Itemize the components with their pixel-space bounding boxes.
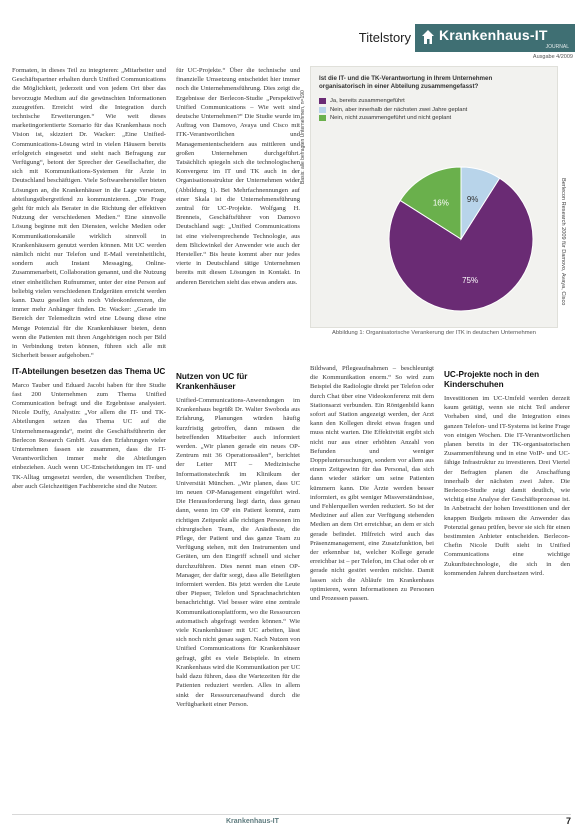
chart-question: Ist die IT- und die TK-Verantwortung in Ihrem Unternehmen organisatorisch in einer Abteilung zusammengefasst? — [319, 75, 493, 90]
col2-paragraph-2: Unified-Communications-Anwendungen im Krankenhaus begrüßt Dr. Walter Swoboda aus Erfahrung, Planungen würden häufig kurzfristig getroffen, dann müssen die betreffenden Mitarbeiter auch informiert werden. „Wir planen gerade ein neues OP-Zentrum mit 36 Operationssälen“, berichtet der Leiter MIT – Medizinische Informationstechnik im Klinikum der Universität München. „Wir planen, dass UC im neuen OP-Management eingeführt wird. Die Herausforderung liegt darin, dass genau dann, wenn im OP ein Patient kommt, zum richtigen Zeitpunkt alle richtigen Personen im chirurgischen Team, die Anästhesie, die Pflege, der Patient und das ganze Team zu Verfügung stehen, mit den Instrumenten und Geräten, um den Eingriff schnell und sicher durchzuführen. Dies nennt man einen OP-Manager, der dafür sorgt, dass alle Beteiligten informiert werden. Bis jetzt werden die Leute über Piepser, Telefon und Sprachnachrichten benachrichtigt. Viel besser wäre eine zentrale Kommunikationsplattform, wo die Ressourcen automatisch abgefragt werden können.“ Wie viele Krankenhäuser mit UC arbeiten, lässt sich noch nicht genau sagen. Nach Nutzen von Unified Communications für Krankenhäuser gefragt, gibt es viele Beispiele. In einem Krankenhaus wird die Kommunikation per UC bald dazu führen, dass die Wartezeiten für die Patienten reduziert werden. Alles in allem sinkt der Ressourcenaufwand durch die Verfügbarkeit einer Person. — [176, 397, 300, 708]
column-2-lower — [176, 366, 300, 709]
pie-data-label: 75% — [462, 275, 479, 285]
house-icon — [421, 29, 435, 45]
col1-paragraph-2: Marco Tauber und Eduard Jacobi haben für ihre Studie fast 200 Unternehmen zum Thema Unified Communication befragt und die Ergebnisse analysiert. Nicole Duffy, Analystin: „Vor allem die IT- und TK-Abteilungen setzen das Thema UC auf die Unternehmensagenda“, meint die Geschäftsführerin der Berlecon Research GmbH. Aus den Erfahrungen vieler Unternehmen fassen sie zusammen, dass die IT-Verantwortlichen immer mehr die Abteilungen einbeziehen. Auch wenn UC-Entscheidungen im IT- und TK-Alltag umgesetzt werden, die wesentlichen Treiber, aber auch Gleichzeitigen Fachbereiche sind die Nutzer. — [12, 381, 166, 490]
pie-data-label: 9% — [466, 194, 479, 204]
page-header — [0, 10, 583, 60]
column-1 — [12, 66, 166, 491]
chart-basis-label: Basis: alle befragten Unternehmen, n=190 — [300, 90, 306, 184]
section-title: Titelstory — [358, 30, 411, 45]
legend-label: Nein, aber innerhalb der nächsten zwei Jahre geplant — [330, 106, 468, 113]
logo-sub: JOURNAL — [545, 44, 569, 50]
footer-rule — [12, 814, 571, 815]
issue-label: Ausgabe 4/2009 — [532, 54, 573, 60]
footer-logo: Krankenhaus-IT — [226, 818, 279, 825]
journal-logo — [415, 24, 575, 52]
figure-caption: Abbildung 1: Organisatorische Verankerung der ITK in deutschen Unternehmen — [332, 330, 536, 336]
col1-paragraph-1: Formaten, in dieses Teil zu integrieren: „Mitarbeiter und Geschäftspartner erhalten durch Unified Communications die Möglichkeit, jederzeit und von jedem Ort über das bevorzugte Medium auf die gewünschten Informationen zuzugreifen. Erreicht wird die Integration durch technische Erweiterungen.“ Wie weit dieses marketingorientierte Szenario für das Krankenhaus noch Vision ist, skizziert Dr. Wacker: „Eine Unified-Communications-Lösung wird in vielen Häusern bereits erfolgreich eingesetzt und steht nach Befragung zur Verfügung“, betont der Sprecher der Gesellschafter, die sich mit Kommunikations-Systemen für Ärzte in Deutschland beschäftigen. Viele Softwarehersteller bieten Lösungen an, die Krankenhäuser in die Lage versetzen, abteilungsübergreifend zu kommunizieren. „Die Frage geht für mich als Berater in die Richtung der effektiven Nutzung der verschiedenen Medien.“ Eine sinnvolle Lösung beginne mit den Diensten, welche Medien oder Kommunikationskanäle wirklich sinnvoll in Krankenhäusern genutzt werden können. Mit UC werden nämlich nicht nur Telefon und E-Mail vereinheitlicht, sondern auch Instant Messaging, Online-Zusammenarbeit, Collaboration genannt, und die Nutzung einer einheitlichen Rufnummer, unter der eine Person auf beliebig vielen verschiedenen Endgeräten erreicht werden kann. Dazu gesellen sich noch Videokonferenzen, die immer mehr Anhänger finden. Dr. Wacker: „Gerade im Bereich der Telemedizin wird eine Lösung diese eine Menge Potenzial für die Krankenhäuser bieten, denn wenn die Patienten mit ihren Angehörigen noch per Bild in Verbindung treten können, führen sich alle mit Sicherheit besser aufgehoben.“ — [12, 67, 166, 360]
column-3 — [310, 364, 434, 603]
col3-paragraph-1: Bildwand, Pflegeaufnahmen – beschleunigt die Kommunikation enorm.“ So wird zum Beispiel die Radiologie direkt per Telefon oder durch Chat über eine Videokonferenz mit dem Stationsarzt verbunden. Ein Röntgenbild kann sofort auf Station angezeigt werden, der Arzt kann den Kollegen direkt etwas fragen und muss nicht warten. Die Effektivität ergibt sich nicht nur aus einer erhöhten Anzahl von Befunden und weniger Doppeluntersuchungen, sondern vor allem aus einem Zeitgewinn für das Personal, das sich dann wieder stärker um seine Patienten kümmern kann. Die Ärzte werden besser informiert, es gibt weniger Missverständnisse, und Fehlerquellen werden reduziert. So ist der Mediziner auf allen zur Verfügung stehenden Medien an dem Ort erreichbar, an dem er sich gerade befindet. Hilfreich wird auch das Präsenzmanagement, eine Zusatzfunktion, bei der erkennbar ist, welcher Kollege gerade erreichbar ist – per Telefon, im Chat oder ob er gerade nicht gestört werden möchte. Damit lassen sich die Abläufe im Krankenhaus optimieren, wenn Informationen zu Personen und Prozessen passen. — [310, 365, 434, 603]
column-2 — [176, 66, 300, 346]
col2-subheading: Nutzen von UC für Krankenhäuser — [176, 372, 248, 391]
pie-data-label: 16% — [432, 198, 449, 208]
col2-paragraph-1: für UC-Projekte.“ Über die technische und finanzielle Umsetzung entscheidet hier immer noch die Unternehmensführung. Dies zeigt die Ergebnisse der Berlecon-Studie „Perspektive Unified Communications – Wie weit sind deutsche Unternehmen?“ Die Studie wurde im Auftrag von Damovo, Avaya und Cisco mit ITK-Verantwortlichen und Managemententscheidern aus mittleren und großen Unternehmen durchgeführt. Tatsächlich spiegeln sich die technologischen Konvergenz im IT und TK auch in der Organisationsstruktur der Unternehmen wider (Abbildung 1). Bei Mehrfachnennungen auf einer Skala ist die Unternehmensführung zentral für UC-Projekte. Wolfgang H. Brenneis, Geschäftsführer von Damovo Deutschland sagt: „Unified Communications ist eine vielversprechende Technologie, aus dem Blickwinkel der Anwender wie auch der Hersteller.“ Bis heute kommt aber nur jedes vierte in Deutschland tätige Unternehmen bereits mit diesen Lösungen in Kontakt. In anderen Bereichen sieht das etwas anders aus. — [176, 67, 300, 286]
column-4 — [444, 364, 570, 578]
col4-paragraph-1: Investitionen im UC-Umfeld werden derzeit kaum getätigt, wenn sie nicht Teil anderer Vorhaben sind, und die Integration eines ganzen Telefon- und IT-Systems ist keine Frage von einigen Wochen. Die IT-Verantwortlichen planen bereits in der TK-organisatorischen Zusammenführung und in eine VoIP- und UC-fähige Infrastruktur zu investieren. Drei Viertel der Befragten planen die Anschaffung innerhalb der nächsten zwei Jahre. Die Berlecon-Studie zeigt damit deutlich, wie wichtig eine Analyse der Geschäftsprozesse ist. In Anbetracht der hohen Investitionen und der knappen Budgets müssen die Anwender das Potenzial genau prüfen, bevor sie sich für einen bestimmten Anbieter entscheiden. Berlecon-Chefin Nicole Dufft sieht in Unified Communications eine wichtige Zukunftstechnologie, die sich in den kommenden Jahren durchsetzen wird. — [444, 395, 570, 577]
col1-subheading: IT-Abteilungen besetzen das Thema UC — [12, 366, 166, 376]
figure-box — [310, 66, 558, 328]
pie-chart — [311, 67, 559, 329]
legend-label: Nein, nicht zusammengeführt und nicht geplant — [330, 115, 452, 122]
legend-label: Ja, bereits zusammengeführt — [330, 98, 405, 105]
chart-source-label: Berlecon Research 2009 für Damovo, Avaya, Cisco — [560, 178, 566, 306]
col4-subheading: UC-Projekte noch in den Kinderschuhen — [444, 370, 540, 389]
page-number: 7 — [565, 816, 571, 826]
logo-name: Krankenhaus-IT — [439, 27, 548, 43]
